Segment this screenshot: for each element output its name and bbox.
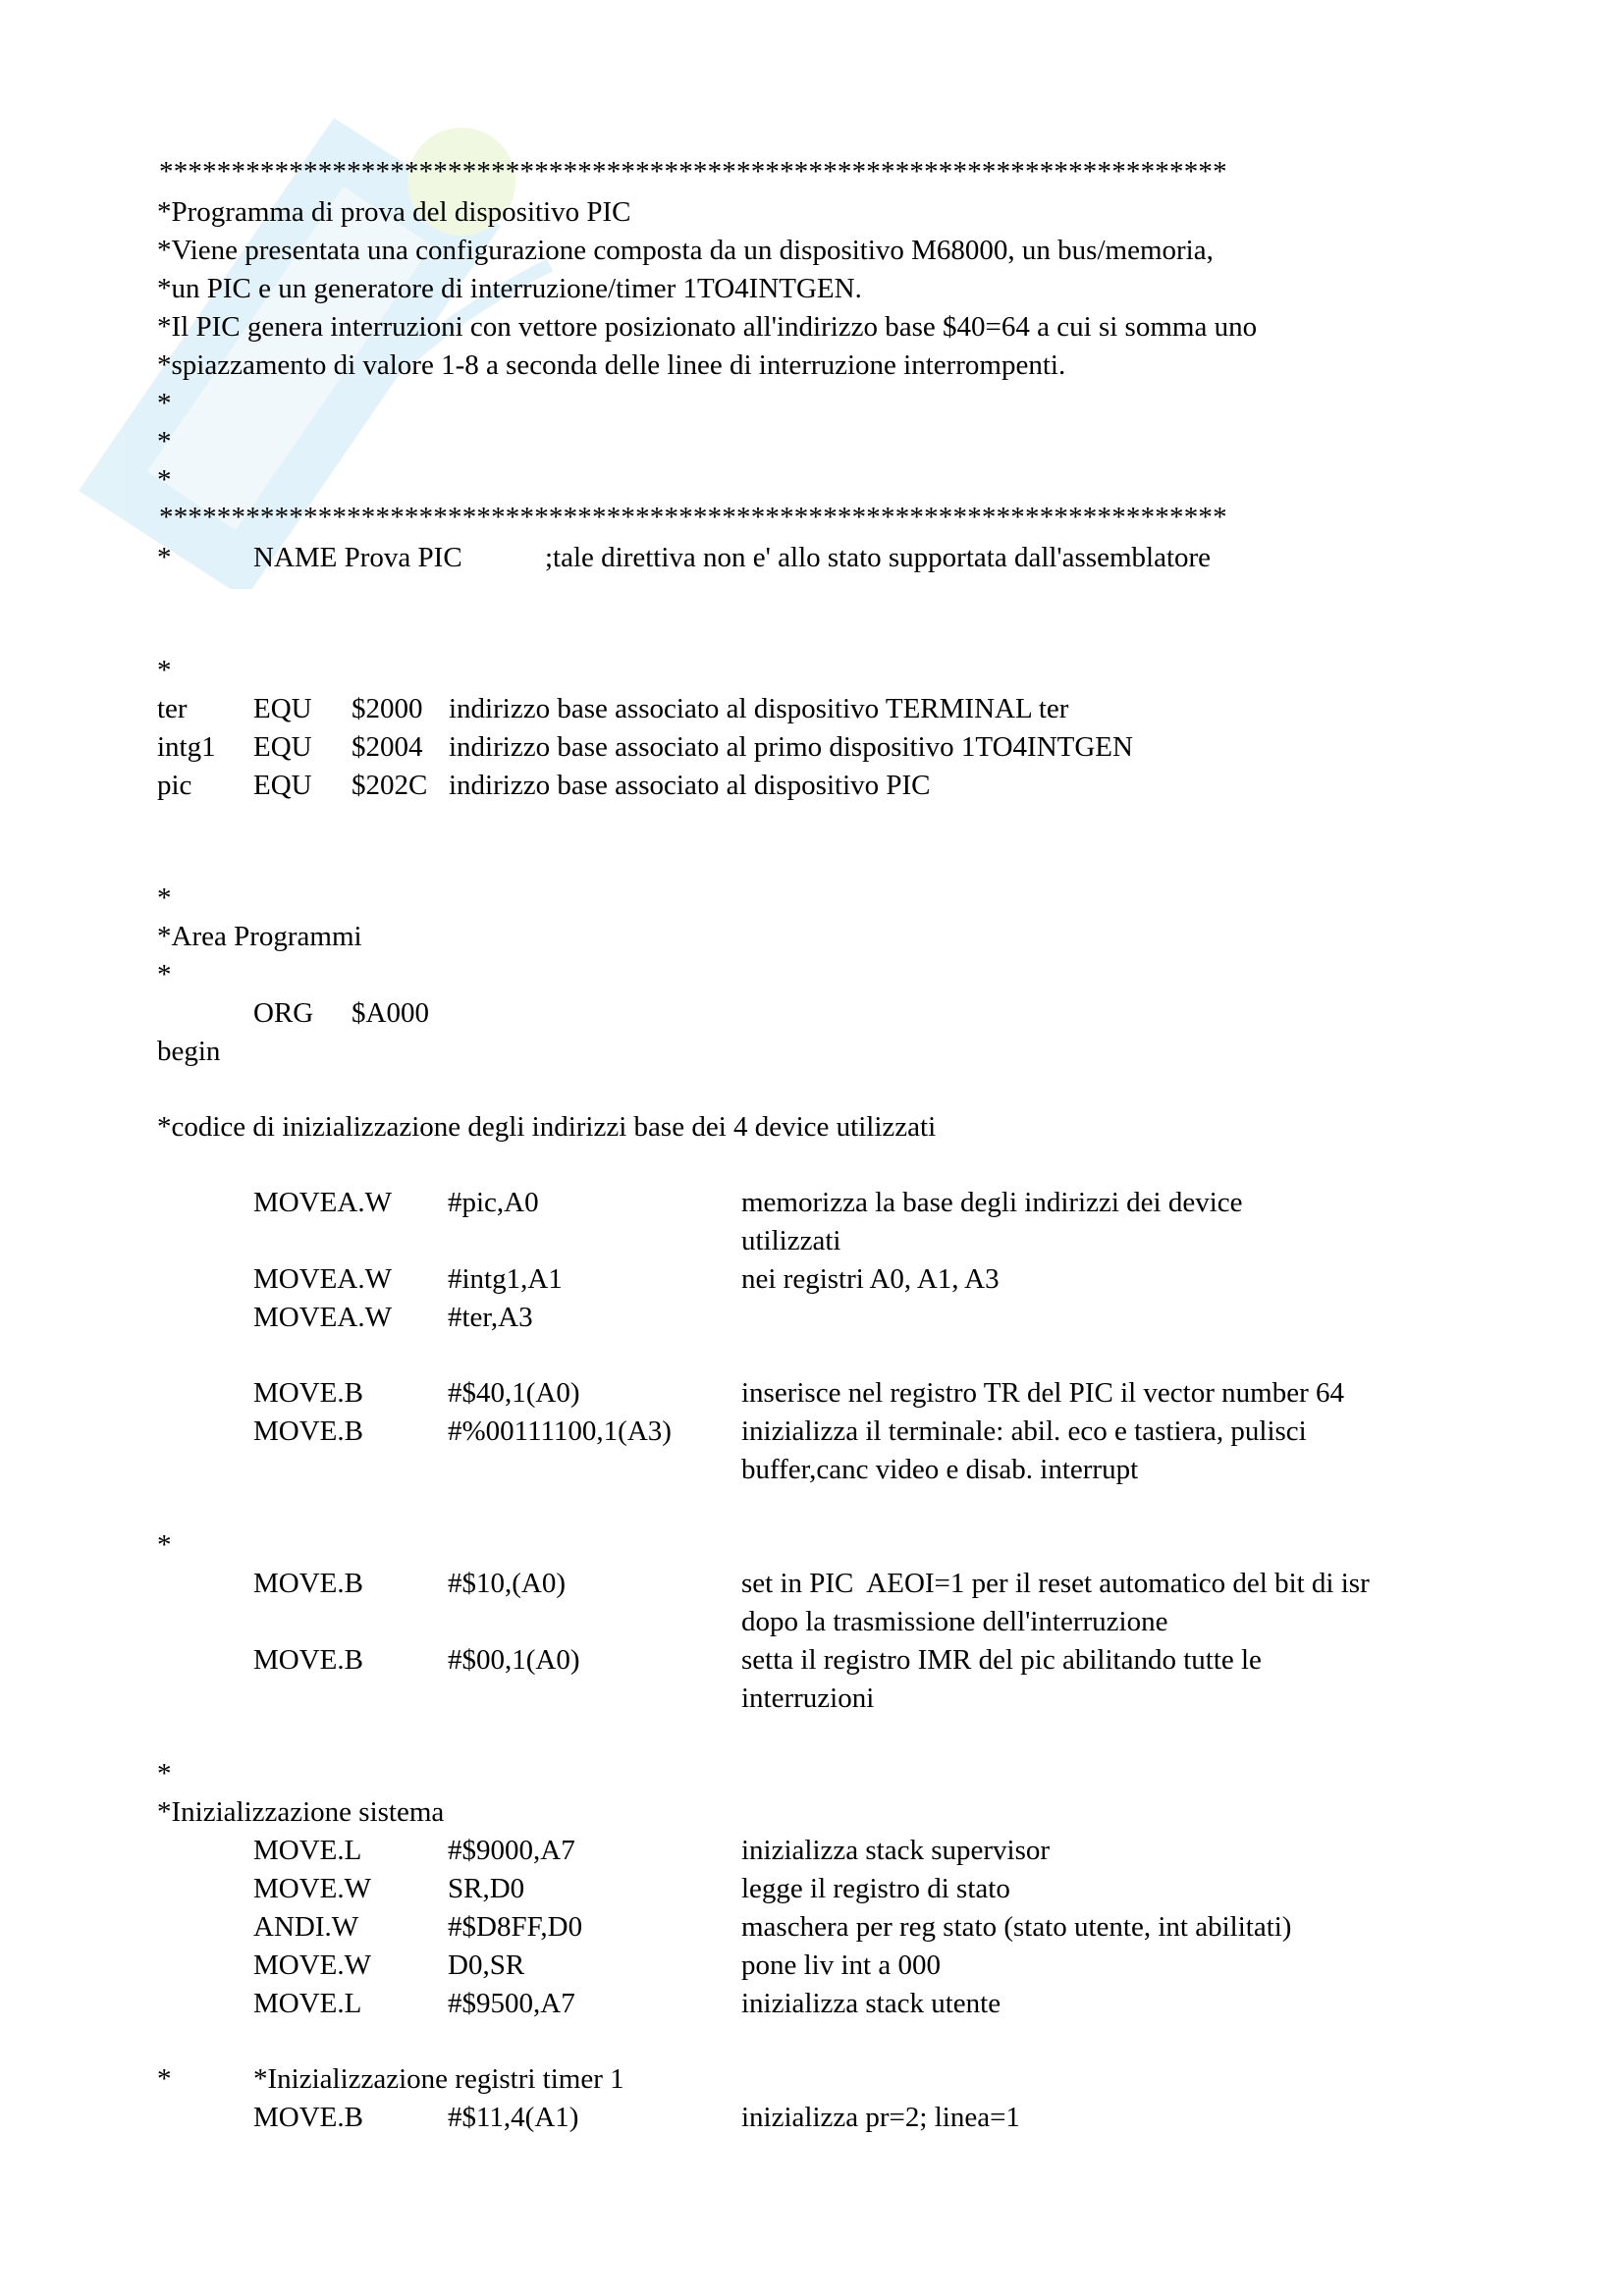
equ-value: $2004 [352,731,423,763]
code-op: MOVE.W [253,1949,372,1981]
equ-value: $202C [352,770,428,801]
header-line-4: *Il PIC genera interruzioni con vettore posizionato all'indirizzo base $40=64 a cui si somma uno [157,311,1258,343]
equ-value: $2000 [352,693,423,724]
star-before-equ: * [157,655,172,686]
code-op: MOVEA.W [253,1187,392,1218]
header-line-5: *spiazzamento di valore 1-8 a seconda delle linee di interruzione interrompenti. [157,349,1066,381]
timer-title: *Inizializzazione registri timer 1 [253,2063,624,2095]
sys-star: * [157,1758,172,1789]
area-star-1: * [157,882,172,914]
code-comment-cont: interruzioni [741,1682,875,1714]
code-comment: set in PIC AEOI=1 per il reset automatico del bit di isr [741,1568,1370,1599]
name-line-star: * [157,542,172,573]
header-line-2: *Viene presentata una configurazione composta da un dispositivo M68000, un bus/memoria, [157,235,1214,266]
code-op: MOVE.B [253,1644,363,1676]
code-op: MOVEA.W [253,1302,392,1333]
code-op: ANDI.W [253,1911,359,1943]
equ-comment: indirizzo base associato al dispositivo TERMINAL ter [449,693,1069,724]
code-arg: #$00,1(A0) [448,1644,580,1676]
equ-label: intg1 [157,731,216,763]
code-comment-cont: buffer,canc video e disab. interrupt [741,1454,1139,1485]
header-line-6: * [157,388,172,419]
code-comment: inizializza il terminale: abil. eco e tastiera, pulisci [741,1415,1307,1447]
equ-comment: indirizzo base associato al primo dispositivo 1TO4INTGEN [449,731,1133,763]
code-op: MOVE.L [253,1835,362,1866]
code-arg: D0,SR [448,1949,525,1981]
area-title: *Area Programmi [157,921,362,952]
code-comment: nei registri A0, A1, A3 [741,1263,1000,1295]
org-value: $A000 [352,997,429,1029]
code-comment: maschera per reg stato (stato utente, int abilitati) [741,1911,1292,1943]
init-comment: *codice di inizializzazione degli indirizzi base dei 4 device utilizzati [157,1111,937,1143]
sys-title: *Inizializzazione sistema [157,1796,445,1828]
code-arg: #intg1,A1 [448,1263,563,1295]
equ-op: EQU [253,731,312,763]
header-line-1: *Programma di prova del dispositivo PIC [157,196,631,228]
code-arg: #$40,1(A0) [448,1377,580,1409]
code-arg: #$10,(A0) [448,1568,567,1599]
timer-star: * [157,2063,172,2095]
name-comment: ;tale direttiva non e' allo stato supportata dall'assemblatore [545,542,1212,573]
code-op: MOVE.B [253,1568,363,1599]
code-arg: #$11,4(A1) [448,2102,579,2133]
area-star-2: * [157,959,172,990]
code-arg: #$9500,A7 [448,1988,575,2019]
header-stars-top: ************************************************************************** [159,156,1227,187]
code-comment: legge il registro di stato [741,1873,1010,1904]
star-mid: * [157,1529,172,1561]
code-op: MOVE.B [253,1415,363,1447]
code-arg: #pic,A0 [448,1187,539,1218]
code-comment: inizializza stack utente [741,1988,1001,2019]
code-op: MOVE.L [253,1988,362,2019]
code-comment: inizializza pr=2; linea=1 [741,2102,1020,2133]
code-comment: pone liv int a 000 [741,1949,941,1981]
code-arg: #ter,A3 [448,1302,533,1333]
header-line-3: *un PIC e un generatore di interruzione/timer 1TO4INTGEN. [157,273,862,304]
code-op: MOVE.W [253,1873,372,1904]
equ-label: pic [157,770,192,801]
code-op: MOVEA.W [253,1263,392,1295]
code-arg: #$9000,A7 [448,1835,575,1866]
org-op: ORG [253,997,314,1029]
code-arg: #$D8FF,D0 [448,1911,583,1943]
code-comment: setta il registro IMR del pic abilitando tutte le [741,1644,1262,1676]
equ-label: ter [157,693,188,724]
code-comment: memorizza la base degli indirizzi dei device [741,1187,1243,1218]
begin-label: begin [157,1036,221,1067]
code-comment: inserisce nel registro TR del PIC il vector number 64 [741,1377,1344,1409]
code-comment-cont: dopo la trasmissione dell'interruzione [741,1606,1168,1637]
equ-op: EQU [253,693,312,724]
name-directive: NAME Prova PIC [253,542,462,573]
code-arg: SR,D0 [448,1873,525,1904]
code-comment-cont: utilizzati [741,1225,841,1256]
header-stars-bottom: ************************************************************************** [159,502,1227,533]
code-op: MOVE.B [253,1377,363,1409]
equ-comment: indirizzo base associato al dispositivo PIC [449,770,931,801]
code-op: MOVE.B [253,2102,363,2133]
code-arg: #%00111100,1(A3) [448,1415,672,1447]
header-line-8: * [157,464,172,496]
code-comment: inizializza stack supervisor [741,1835,1051,1866]
equ-op: EQU [253,770,312,801]
header-line-7: * [157,426,172,457]
